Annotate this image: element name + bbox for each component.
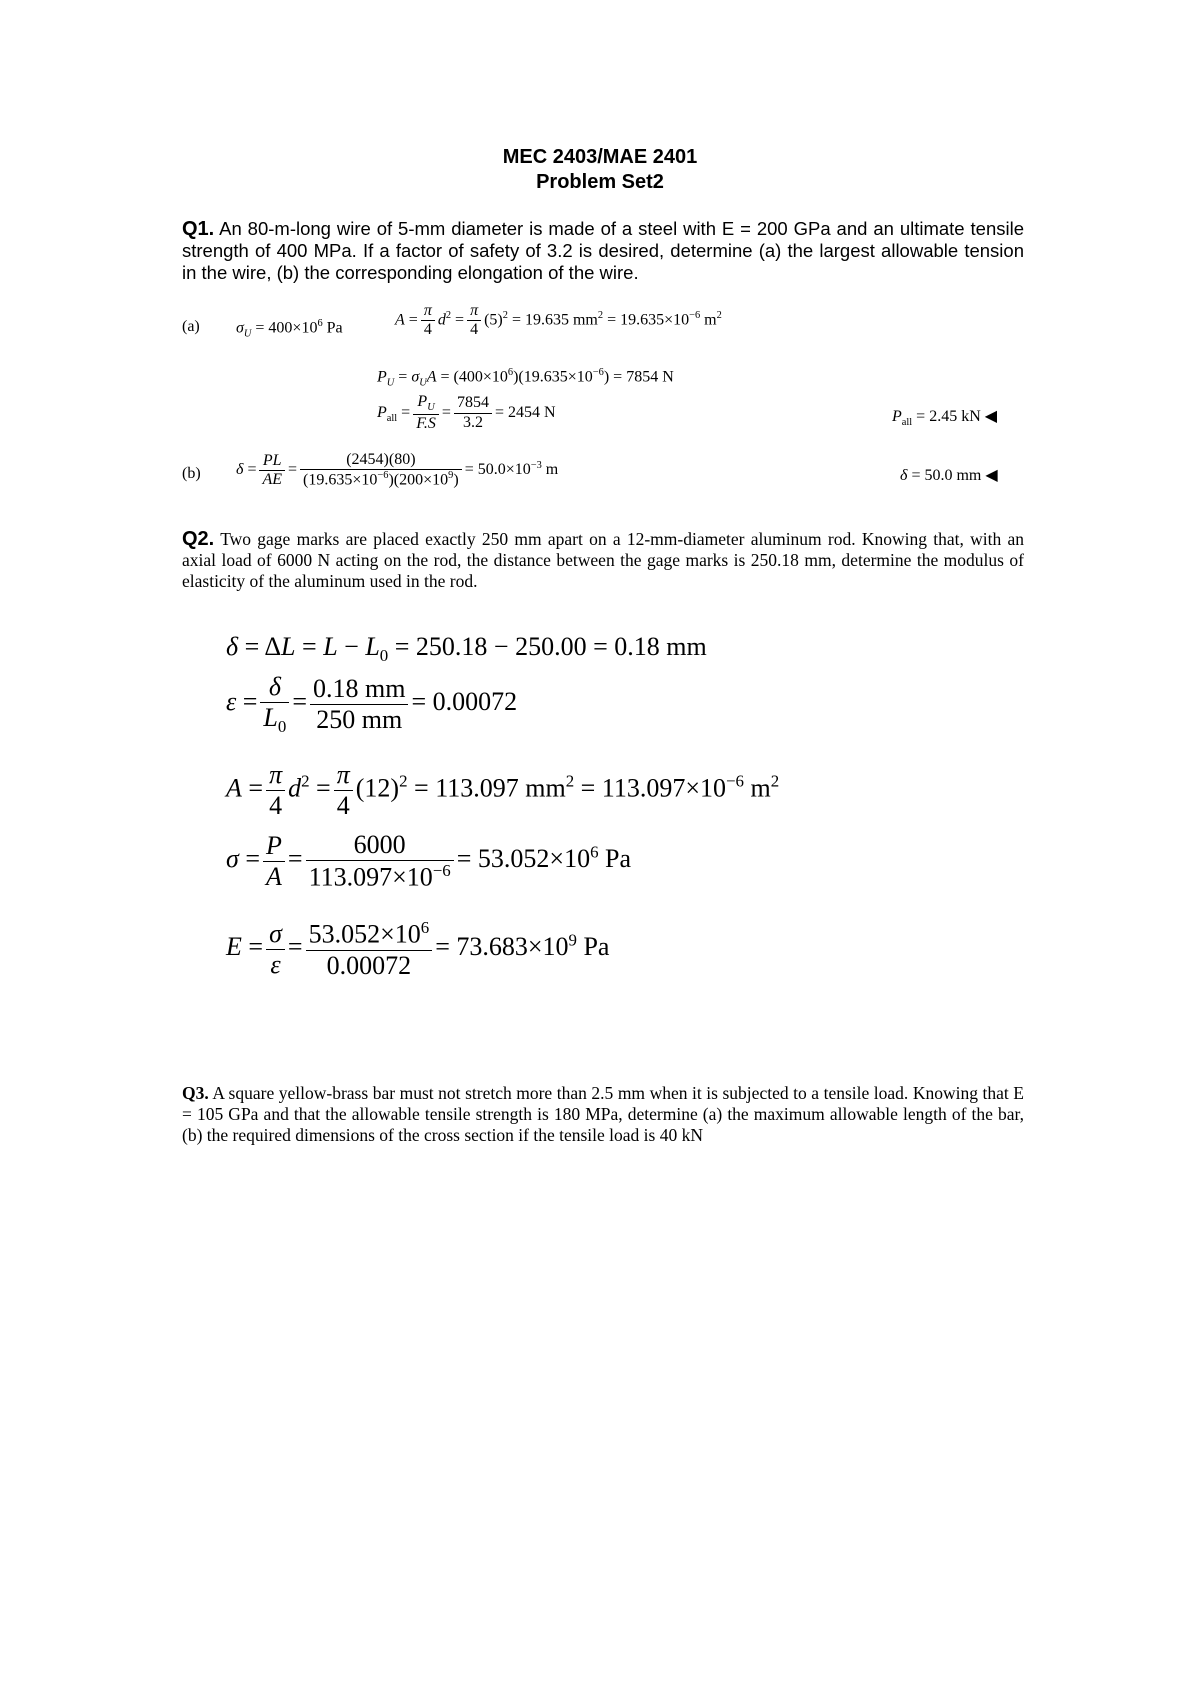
q2-strain-equation: ε = $\frac{\delta}{L_0}$ = $\frac{0.18 mm}{250 mm}$ = 0.00072 xyxy=(226,672,518,737)
q2-statement xyxy=(182,529,1024,592)
q2-label: Q2. xyxy=(182,528,215,550)
q2-delta-equation: $\delta = \Delta L = L - L_0 = 250.18 - 250.00 = 0.18$ mm xyxy=(226,632,707,666)
answer-marker-icon: ◀ xyxy=(985,467,998,484)
q2-area-equation: A = $\frac{\pi}{4}$ $d^2$ = $\frac{\pi}{4}$ $(12)^2 = 113.097$ $mm^2 = 113.097\times 10^{-6}$ $m^2$ xyxy=(226,760,780,820)
course-title: MEC 2403/MAE 2401 xyxy=(502,146,698,168)
q2-stress-equation: σ = $\frac{P}{A}$ = $\frac{6000}{113.097\times 10^{-6}}$ = $53.052\times 10^6$ Pa xyxy=(226,830,632,892)
q3-text: A square yellow-brass bar must not stretch more than 2.5 mm when it is subjected to a tensile load. Knowing that E = 105 GPa and that the allowable tensile strength is 180 MPa, determine (a) the maximum allowable length of the bar, (b) the required dimensions of the cross section if the tensile load is 40 kN xyxy=(182,1083,1024,1145)
answer-marker-icon: ◀ xyxy=(984,408,998,425)
q1-part-b-label: (b) xyxy=(182,465,201,482)
q2-modulus-equation: E = $\frac{\sigma}{\varepsilon}$ = $\frac{53.052\times 10^6}{0.00072}$ = $73.683\times 10^9$ Pa xyxy=(226,918,610,980)
q1-sigma-u-equation: $\sigma_U = 400\times 10^6$ Pa xyxy=(236,318,343,340)
q1-part-a-label: (a) xyxy=(182,318,200,335)
q1-elongation-equation: δ = $\frac{PL}{AE}$ = $\frac{(2454)(80)}{(19.635\times 10^{-6})(200\times 10^9)}$ = $50.0\times 10^{-3}$ m xyxy=(236,451,559,489)
q1-elongation-answer: δ = 50.0 mm ◀ xyxy=(900,467,998,484)
q1-label: Q1. xyxy=(182,218,215,240)
q3-label: Q3. xyxy=(182,1083,209,1103)
q1-allowable-load-answer: $P_{all} = 2.45$ kN ◀ xyxy=(892,408,998,429)
q1-text: An 80-m-long wire of 5-mm diameter is made of a steel with E = 200 GPa and an ultimate tensile strength of 400 MPa. If a factor of safety of 3.2 is desired, determine (a) the largest allowable tension in the wire, (b) the corresponding elongation of the wire. xyxy=(182,218,1024,283)
problem-set-subtitle: Problem Set2 xyxy=(536,171,664,193)
q1-area-equation: A = $\frac{\pi}{4}$ $d^2$ = $\frac{\pi}{4}$ $(5)^2 = 19.635$ $mm^2 = 19.635\times 10^{-6}$ $m^2$ xyxy=(395,302,722,339)
q1-allowable-load-equation: $P_{all}$ = $\frac{P_U}{F.S}$ = $\frac{7854}{3.2}$ = 2454 N xyxy=(377,393,556,433)
q2-text: Two gage marks are placed exactly 250 mm apart on a 12-mm-diameter aluminum rod. Knowing that, with an axial load of 6000 N acting on the rod, the distance between the gage marks is 250.18 mm, determine the modulus of elasticity of the aluminum used in the rod. xyxy=(182,529,1024,591)
q1-ultimate-load-equation: $P_U = \sigma_UA = (400\times 10^6)(19.635\times 10^{-6}) = 7854$ N xyxy=(377,367,674,389)
q1-statement xyxy=(182,218,1024,284)
q3-statement xyxy=(182,1083,1024,1146)
